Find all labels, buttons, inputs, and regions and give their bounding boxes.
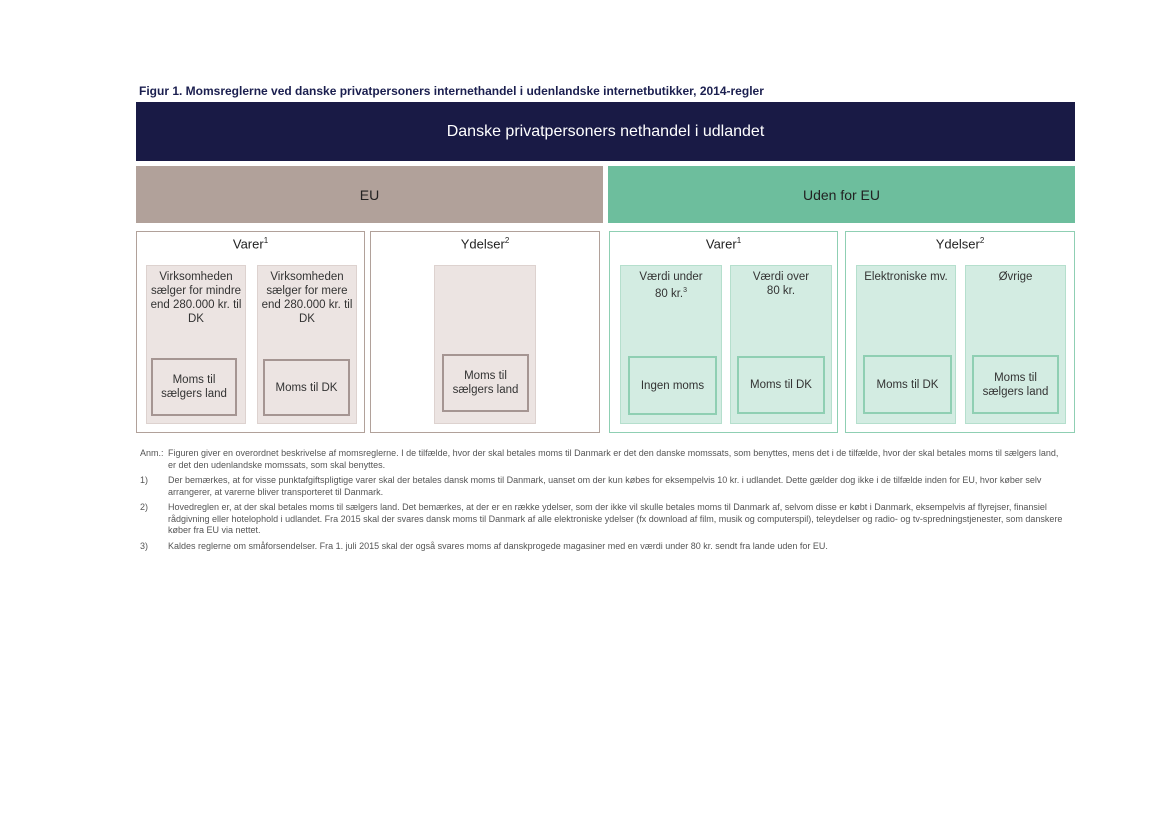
- result-eu-over: [263, 359, 350, 416]
- note-2: [140, 502, 1065, 537]
- note-text: Figuren giver en overordnet beskrivelse af momsreglerne. I de tilfælde, hvor der skal betales moms til Danmark er det den danske momssats, som benyttes, mens det i de tilfælde, hvor der skal betales moms til sælgers land, er det den udenlandske momssats, som skal benyttes.: [168, 448, 1059, 470]
- panel-eu-ydelser-heading: [371, 236, 599, 251]
- panel-label: Ydelser: [935, 236, 980, 252]
- result-label: Moms til DK: [275, 381, 338, 394]
- result-eu-under: [151, 358, 237, 416]
- region-eu: [136, 166, 603, 223]
- panel-non-eu-ydelser-heading: [846, 236, 1074, 251]
- region-non-eu: [608, 166, 1075, 223]
- note-text: Kaldes reglerne om småforsendelser. Fra 1. juli 2015 skal der også svares moms af danskprogede magasiner med en værdi under 80 kr. sendt fra lande uden for EU.: [168, 540, 828, 551]
- result-label: Moms til DK: [876, 378, 939, 391]
- box-text-label: Værdi under 80 kr.: [639, 271, 703, 300]
- region-eu-label: EU: [359, 186, 380, 203]
- note-label: 3): [140, 540, 149, 551]
- result-label: Moms til sælgers land: [161, 374, 227, 400]
- box-text: Øvrige: [998, 271, 1033, 283]
- panel-non-eu-varer-heading: [610, 236, 837, 251]
- footnotes: [140, 448, 1065, 556]
- panel-label: Varer: [705, 236, 737, 252]
- note-1: [140, 475, 1065, 498]
- box-text: Virksomheden sælger for mindre end 280.000 kr. til DK: [150, 271, 242, 325]
- figure-title: Figur 1. Momsreglerne ved danske privatpersoners internethandel i udenlandske internetbutikker, 2014-regler: [139, 84, 764, 98]
- note-label: Anm.:: [140, 448, 164, 458]
- result-label: Ingen moms: [640, 379, 705, 392]
- result-label: Moms til DK: [750, 379, 812, 391]
- banner-label: Danske privatpersoners nethandel i udlandet: [446, 122, 765, 140]
- result-label: Moms til sælgers land: [982, 371, 1049, 398]
- note-text: Hovedreglen er, at der skal betales moms til sælgers land. Det bemærkes, at der er en række ydelser, som der ikke vil skulle betales moms til Danmark af, selvom disse er købt i Danmark, eksempelvis af flyrejser, finansiel rådgivning eller hotelophold i udlandet. Fra 2015 skal der svares dansk moms til Danmark af alle elektroniske ydelser (fx download af film, musik og computerspil), teleydelser og radio- og tv-spredningstjenester, som danskere køber fra EU via nettet.: [168, 502, 1063, 535]
- footnote-ref: 3: [683, 287, 688, 294]
- panel-label: Varer: [232, 236, 264, 252]
- main-banner: [136, 102, 1075, 161]
- footnote-ref: 2: [504, 236, 510, 245]
- footnote-ref: 1: [263, 236, 269, 245]
- panel-label: Ydelser: [460, 236, 505, 252]
- box-text: [621, 270, 721, 301]
- result-non-eu-over: [737, 356, 825, 414]
- result-non-eu-under: [628, 356, 717, 415]
- box-text: Elektroniske mv.: [864, 271, 948, 283]
- result-non-eu-elektronisk: [863, 355, 952, 414]
- panel-eu-varer-heading: [137, 236, 364, 251]
- result-eu-ydelser: [442, 354, 529, 412]
- result-label: Moms til sælgers land: [452, 370, 519, 396]
- note-text: Der bemærkes, at for visse punktafgiftspligtige varer skal der betales dansk moms til Danmark, uanset om der kun købes for eksempelvis 10 kr. i udlandet. Dette gælder dog ikke i de tilfælde inden for EU, hvor køber selv arrangerer, at varerne bliver transporteret til Danmark.: [168, 475, 1042, 497]
- result-non-eu-ovrige: [972, 355, 1059, 414]
- region-non-eu-label: Uden for EU: [802, 186, 881, 203]
- note-anm: [140, 448, 1065, 471]
- note-3: [140, 541, 1065, 553]
- footnote-ref: 1: [736, 236, 742, 245]
- footnote-ref: 2: [979, 236, 985, 245]
- box-text: Værdi over 80 kr.: [752, 271, 810, 297]
- box-text: Virksomheden sælger for mere end 280.000 kr. til DK: [261, 271, 353, 325]
- note-label: 1): [140, 475, 149, 485]
- note-label: 2): [140, 502, 149, 512]
